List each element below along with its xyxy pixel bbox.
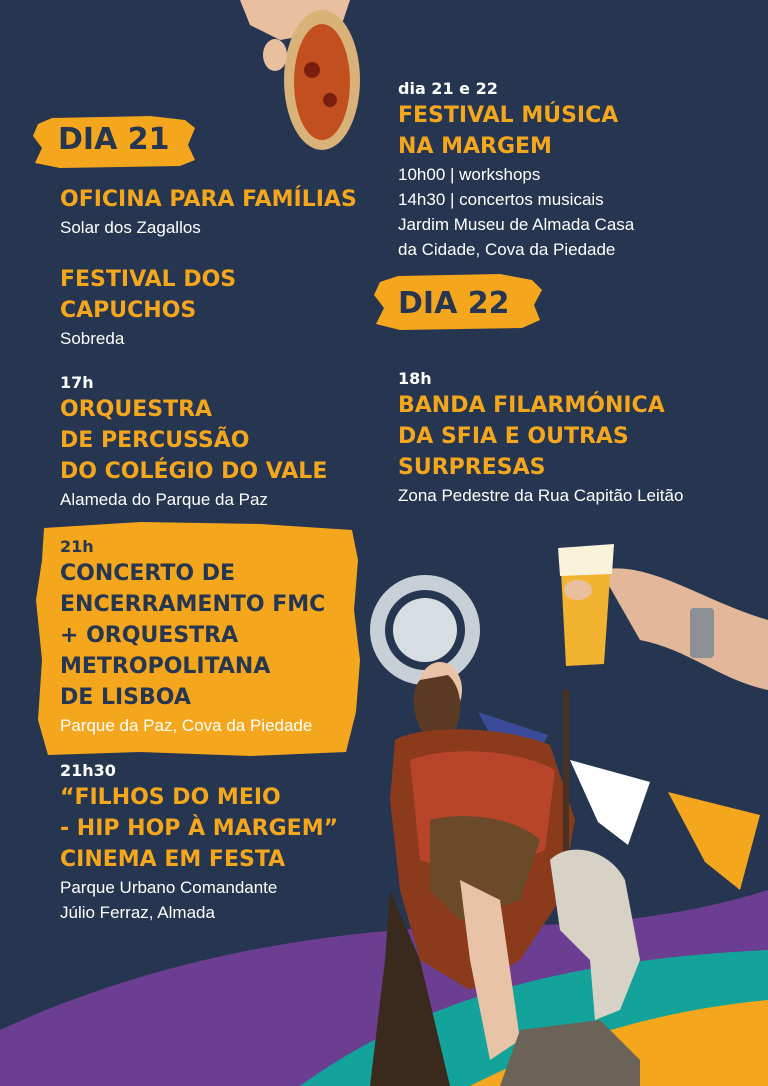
event-filhos-do-meio: [60, 760, 380, 925]
event-place: Parque da Paz, Cova da Piedade: [60, 716, 313, 735]
event-banda-filarmonica: [398, 368, 758, 508]
day-badge-21: [58, 122, 169, 157]
event-title: BANDA FILARMÓNICA DA SFIA E OUTRAS SURPRESAS: [398, 393, 665, 480]
event-details: 10h00 | workshops 14h30 | concertos musicais Jardim Museu de Almada Casa da Cidade, Cova da Piedade: [398, 165, 635, 259]
event-place: Solar dos Zagallos: [60, 218, 201, 237]
event-place: Sobreda: [60, 329, 125, 348]
bunting-flag-white: [570, 760, 650, 845]
event-oficina: [60, 184, 380, 240]
event-title: CONCERTO DE ENCERRAMENTO FMC + ORQUESTRA METROPOLITANA DE LISBOA: [60, 561, 326, 710]
event-title: FESTIVAL DOS CAPUCHOS: [60, 267, 237, 323]
event-festival-musica: [398, 78, 758, 262]
event-title: ORQUESTRA DE PERCUSSÃO DO COLÉGIO DO VALE: [60, 397, 328, 484]
day-badge-21-label: DIA 21: [58, 122, 170, 157]
day-badge-22: [398, 286, 509, 321]
event-orquestra-percussao: [60, 372, 380, 512]
event-place: Alameda do Parque da Paz: [60, 490, 268, 509]
event-place: Parque Urbano Comandante Júlio Ferraz, Almada: [60, 878, 278, 922]
bunting-flag-orange: [668, 792, 760, 890]
beer-hand-illustration: [558, 544, 768, 690]
event-time: 18h: [398, 369, 432, 388]
event-capuchos: [60, 264, 380, 351]
day-badge-22-label: DIA 22: [398, 286, 510, 321]
food-hand-illustration: [240, 0, 360, 150]
event-title: FESTIVAL MÚSICA NA MARGEM: [398, 103, 619, 159]
event-concerto-encerramento: [60, 536, 360, 738]
event-place: Zona Pedestre da Rua Capitão Leitão: [398, 486, 684, 505]
event-dates: dia 21 e 22: [398, 79, 498, 98]
event-time: 21h30: [60, 761, 116, 780]
event-title: OFICINA PARA FAMÍLIAS: [60, 187, 357, 212]
event-time: 17h: [60, 373, 94, 392]
event-time: 21h: [60, 537, 94, 556]
event-title: “FILHOS DO MEIO - HIP HOP À MARGEM” CINEMA EM FESTA: [60, 785, 339, 872]
